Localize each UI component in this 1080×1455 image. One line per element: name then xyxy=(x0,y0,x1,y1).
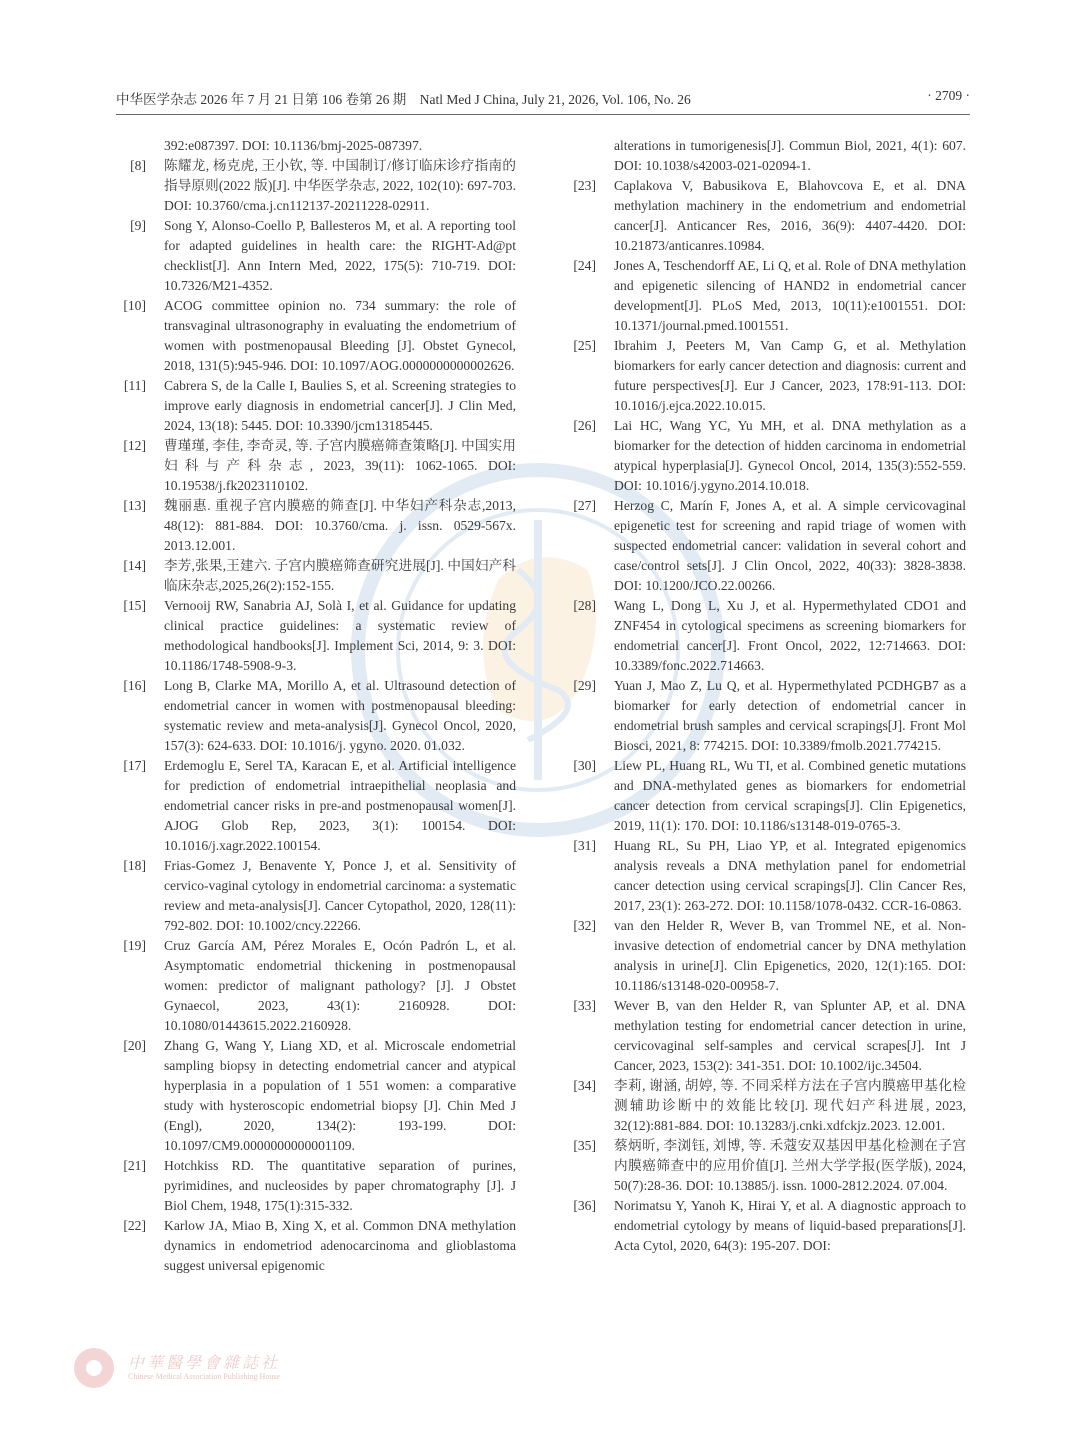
reference-text: alterations in tumorigenesis[J]. Commun Biol, 2021, 4(1): 607. DOI: 10.1038/s42003-021-02094-1. xyxy=(614,138,966,173)
reference-entry xyxy=(120,216,516,296)
reference-text: Wever B, van den Helder R, van Splunter AP, et al. DNA methylation testing for endometrial cancer detection in urine, cervicovaginal self-samples and cervical scrapes[J]. Int J Cancer, 2023, 153(2): 341-351. DOI: 10.1002/ijc.34504. xyxy=(614,998,966,1073)
reference-number: [19] xyxy=(123,938,146,953)
reference-text: Huang RL, Su PH, Liao YP, et al. Integrated epigenomics analysis reveals a DNA methylation panel for endometrial cancer detection using cervical scrapings[J]. Clin Cancer Res, 2017, 23(1): 263-272. DOI: 10.1158/1078-0432. CCR-16-0863. xyxy=(614,838,966,913)
reference-entry xyxy=(570,416,966,496)
reference-number: [9] xyxy=(130,218,146,233)
publisher-name-en: Chinese Medical Association Publishing House xyxy=(128,1372,280,1381)
reference-entry xyxy=(120,436,516,496)
reference-number: [15] xyxy=(123,598,146,613)
reference-number: [11] xyxy=(123,378,146,393)
reference-column-right xyxy=(570,136,966,1256)
reference-text: Caplakova V, Babusikova E, Blahovcova E, et al. DNA methylation machinery in the endometrium and endometrial cancer[J]. Anticancer Res, 2016, 36(9): 4407-4420. DOI: 10.21873/anticanres.10984. xyxy=(614,178,966,253)
reference-text: Norimatsu Y, Yanoh K, Hirai Y, et al. A diagnostic approach to endometrial cytology by means of liquid-based preparations[J]. Acta Cytol, 2020, 64(3): 195-207. DOI: xyxy=(614,1198,966,1253)
reference-number: [30] xyxy=(573,758,596,773)
reference-entry xyxy=(120,136,516,156)
reference-entry xyxy=(120,856,516,936)
reference-entry xyxy=(120,296,516,376)
reference-number: [22] xyxy=(123,1218,146,1233)
reference-text: Frias-Gomez J, Benavente Y, Ponce J, et al. Sensitivity of cervico-vaginal cytology in endometrial carcinoma: a systematic review and meta-analysis[J]. Cancer Cytopathol, 2020, 128(11): 792-802. DOI: 10.1002/cncy.22266. xyxy=(164,858,516,933)
reference-entry xyxy=(120,596,516,676)
reference-text: Song Y, Alonso-Coello P, Ballesteros M, et al. A reporting tool for adapted guidelines in health care: the RIGHT-Ad@pt checklist[J]. Ann Intern Med, 2022, 175(5): 710-719. DOI: 10.7326/M21-4352. xyxy=(164,218,516,293)
reference-text: Wang L, Dong L, Xu J, et al. Hypermethylated CDO1 and ZNF454 in cytological specimens as screening biomarkers for endometrial cancer[J]. Front Oncol, 2022, 12:714663. DOI: 10.3389/fonc.2022.714663. xyxy=(614,598,966,673)
reference-entry xyxy=(570,1136,966,1196)
reference-number: [35] xyxy=(573,1138,596,1153)
reference-number: [17] xyxy=(123,758,146,773)
reference-text: 陈耀龙, 杨克虎, 王小钦, 等. 中国制订/修订临床诊疗指南的指导原则(2022 版)[J]. 中华医学杂志, 2022, 102(10): 697-703. DOI: 10.3760/cma.j.cn112137-20211228-02911. xyxy=(164,158,516,213)
reference-number: [14] xyxy=(123,558,146,573)
reference-number: [29] xyxy=(573,678,596,693)
reference-number: [13] xyxy=(123,498,146,513)
reference-entry xyxy=(570,836,966,916)
reference-number: [32] xyxy=(573,918,596,933)
reference-entry xyxy=(570,756,966,836)
reference-column-left xyxy=(120,136,516,1276)
reference-text: 曹瑾瑾, 李佳, 李奇灵, 等. 子宫内膜癌筛查策略[J]. 中国实用妇科与产科杂志, 2023, 39(11): 1062-1065. DOI: 10.19538/j.fk2023110102. xyxy=(164,438,516,493)
reference-text: Cruz García AM, Pérez Morales E, Ocón Padrón L, et al. Asymptomatic endometrial thickening in postmenopausal women: predictor of malignant pathology? [J]. J Obstet Gynaecol, 2023, 43(1): 2160928. DOI: 10.1080/01443615.2022.2160928. xyxy=(164,938,516,1033)
reference-number: [16] xyxy=(123,678,146,693)
publisher-logo-icon xyxy=(72,1346,116,1390)
reference-number: [34] xyxy=(573,1078,596,1093)
reference-text: Vernooij RW, Sanabria AJ, Solà I, et al. Guidance for updating clinical practice guidelines: a systematic review of methodological handbooks[J]. Implement Sci, 2014, 9: 3. DOI: 10.1186/1748-5908-9-3. xyxy=(164,598,516,673)
reference-entry xyxy=(570,916,966,996)
reference-number: [10] xyxy=(123,298,146,313)
reference-entry xyxy=(120,756,516,856)
reference-number: [24] xyxy=(573,258,596,273)
publisher-name: 中華醫學會雜誌社 xyxy=(128,1355,281,1372)
reference-text: Zhang G, Wang Y, Liang XD, et al. Microscale endometrial sampling biopsy in detecting endometrial cancer and atypical hyperplasia in a population of 1 551 women: a comparative study with hysteroscopic endometrial biopsy [J]. Chin Med J (Engl), 2020, 134(2): 193-199. DOI: 10.1097/CM9.0000000000001109. xyxy=(164,1038,516,1153)
reference-text: Erdemoglu E, Serel TA, Karacan E, et al. Artificial intelligence for prediction of endometrial intraepithelial neoplasia and endometrial cancer risks in pre-and postmenopausal women[J]. AJOG Glob Rep, 2023, 3(1): 100154. DOI: 10.1016/j.xagr.2022.100154. xyxy=(164,758,516,853)
reference-entry xyxy=(570,996,966,1076)
reference-text: Lai HC, Wang YC, Yu MH, et al. DNA methylation as a biomarker for the detection of hidden carcinoma in endometrial atypical hyperplasia[J]. Gynecol Oncol, 2014, 135(3):552-559. DOI: 10.1016/j.ygyno.2014.10.018. xyxy=(614,418,966,493)
running-head-text: 中华医学杂志 2026 年 7 月 21 日第 106 卷第 26 期 Natl Med J China, July 21, 2026, Vol. 106, No. 26 xyxy=(116,92,691,107)
running-header xyxy=(116,88,970,115)
reference-text: Karlow JA, Miao B, Xing X, et al. Common DNA methylation dynamics in endometriod adenocarcinoma and glioblastoma suggest universal epigenomic xyxy=(164,1218,516,1273)
reference-entry xyxy=(570,336,966,416)
reference-number: [25] xyxy=(573,338,596,353)
reference-entry xyxy=(120,376,516,436)
reference-text: Ibrahim J, Peeters M, Van Camp G, et al. Methylation biomarkers for early cancer detection and diagnosis: current and future perspectives[J]. Eur J Cancer, 2023, 178:91-113. DOI: 10.1016/j.ejca.2022.10.015. xyxy=(614,338,966,413)
reference-entry xyxy=(570,676,966,756)
page-number: · 2709 · xyxy=(927,88,970,103)
reference-number: [8] xyxy=(130,158,146,173)
reference-text: Jones A, Teschendorff AE, Li Q, et al. Role of DNA methylation and epigenetic silencing of HAND2 in endometrial cancer development[J]. PLoS Med, 2013, 10(11):e1001551. DOI: 10.1371/journal.pmed.1001551. xyxy=(614,258,966,333)
reference-entry xyxy=(570,496,966,596)
reference-entry xyxy=(570,176,966,256)
reference-text: Liew PL, Huang RL, Wu TI, et al. Combined genetic mutations and DNA-methylated genes as biomarkers for endometrial cancer detection from cervical scrapings[J]. Clin Epigenetics, 2019, 11(1): 170. DOI: 10.1186/s13148-019-0765-3. xyxy=(614,758,966,833)
reference-text: Long B, Clarke MA, Morillo A, et al. Ultrasound detection of endometrial cancer in women with postmenopausal bleeding: systematic review and meta-analysis[J]. Gynecol Oncol, 2020, 157(3): 624-633. DOI: 10.1016/j. ygyno. 2020. 01.032. xyxy=(164,678,516,753)
reference-number: [23] xyxy=(573,178,596,193)
reference-text: Yuan J, Mao Z, Lu Q, et al. Hypermethylated PCDHGB7 as a biomarker for early detection of endometrial cancer in endometrial brush samples and cervical scrapings[J]. Front Mol Biosci, 2021, 8: 774215. DOI: 10.3389/fmolb.2021.774215. xyxy=(614,678,966,753)
reference-entry xyxy=(120,1216,516,1276)
reference-number: [20] xyxy=(123,1038,146,1053)
reference-number: [36] xyxy=(573,1198,596,1213)
reference-text: 李莉, 谢涵, 胡婷, 等. 不同采样方法在子宫内膜癌甲基化检测辅助诊断中的效能比较[J]. 现代妇产科进展, 2023, 32(12):881-884. DOI: 10.13283/j.cnki.xdfckjz.2023. 12.001. xyxy=(614,1078,966,1133)
reference-entry xyxy=(120,156,516,216)
reference-text: 魏丽惠. 重视子宫内膜癌的筛查[J]. 中华妇产科杂志,2013, 48(12): 881-884. DOI: 10.3760/cma. j. issn. 0529-567x. 2013.12.001. xyxy=(164,498,516,553)
reference-text: 392:e087397. DOI: 10.1136/bmj-2025-087397. xyxy=(164,138,423,153)
reference-number: [18] xyxy=(123,858,146,873)
reference-text: Herzog C, Marín F, Jones A, et al. A simple cervicovaginal epigenetic test for screening and rapid triage of women with suspected endometrial cancer: validation in several cohort and case/control sets[J]. J Clin Oncol, 2022, 40(33): 3828-3838. DOI: 10.1200/JCO.22.00266. xyxy=(614,498,966,593)
reference-entry xyxy=(120,496,516,556)
reference-number: [27] xyxy=(573,498,596,513)
reference-number: [21] xyxy=(123,1158,146,1173)
reference-entry xyxy=(120,676,516,756)
reference-entry xyxy=(570,1076,966,1136)
reference-text: ACOG committee opinion no. 734 summary: the role of transvaginal ultrasonography in evaluating the endometrium of women with postmenopausal Bleeding [J]. Obstet Gynecol, 2018, 131(5):945-946. DOI: 10.1097/AOG.0000000000002626. xyxy=(164,298,516,373)
reference-entry xyxy=(570,136,966,176)
reference-number: [28] xyxy=(573,598,596,613)
reference-number: [26] xyxy=(573,418,596,433)
reference-number: [12] xyxy=(123,438,146,453)
reference-text: Hotchkiss RD. The quantitative separation of purines, pyrimidines, and nucleosides by paper chromatography [J]. J Biol Chem, 1948, 175(1):315-332. xyxy=(164,1158,516,1213)
reference-text: van den Helder R, Wever B, van Trommel NE, et al. Non-invasive detection of endometrial cancer by DNA methylation analysis in urine[J]. Clin Epigenetics, 2020, 12(1):165. DOI: 10.1186/s13148-020-00958-7. xyxy=(614,918,966,993)
reference-number: [31] xyxy=(573,838,596,853)
reference-text: 蔡炳昕, 李浏钰, 刘博, 等. 禾蔻安双基因甲基化检测在子宫内膜癌筛查中的应用价值[J]. 兰州大学学报(医学版), 2024, 50(7):28-36. DOI: 10.13885/j. issn. 1000-2812.2024. 07.004. xyxy=(614,1138,966,1193)
reference-text: Cabrera S, de la Calle I, Baulies S, et al. Screening strategies to improve early diagnosis in endometrial cancer[J]. J Clin Med, 2024, 13(18): 5445. DOI: 10.3390/jcm13185445. xyxy=(164,378,516,433)
reference-entry xyxy=(120,1156,516,1216)
reference-entry xyxy=(120,556,516,596)
reference-text: 李芳,张果,王建六. 子宫内膜癌筛查研究进展[J]. 中国妇产科临床杂志,2025,26(2):152-155. xyxy=(164,558,516,593)
reference-number: [33] xyxy=(573,998,596,1013)
reference-entry xyxy=(570,256,966,336)
reference-entry xyxy=(570,1196,966,1256)
reference-entry xyxy=(570,596,966,676)
reference-entry xyxy=(120,936,516,1036)
reference-entry xyxy=(120,1036,516,1156)
